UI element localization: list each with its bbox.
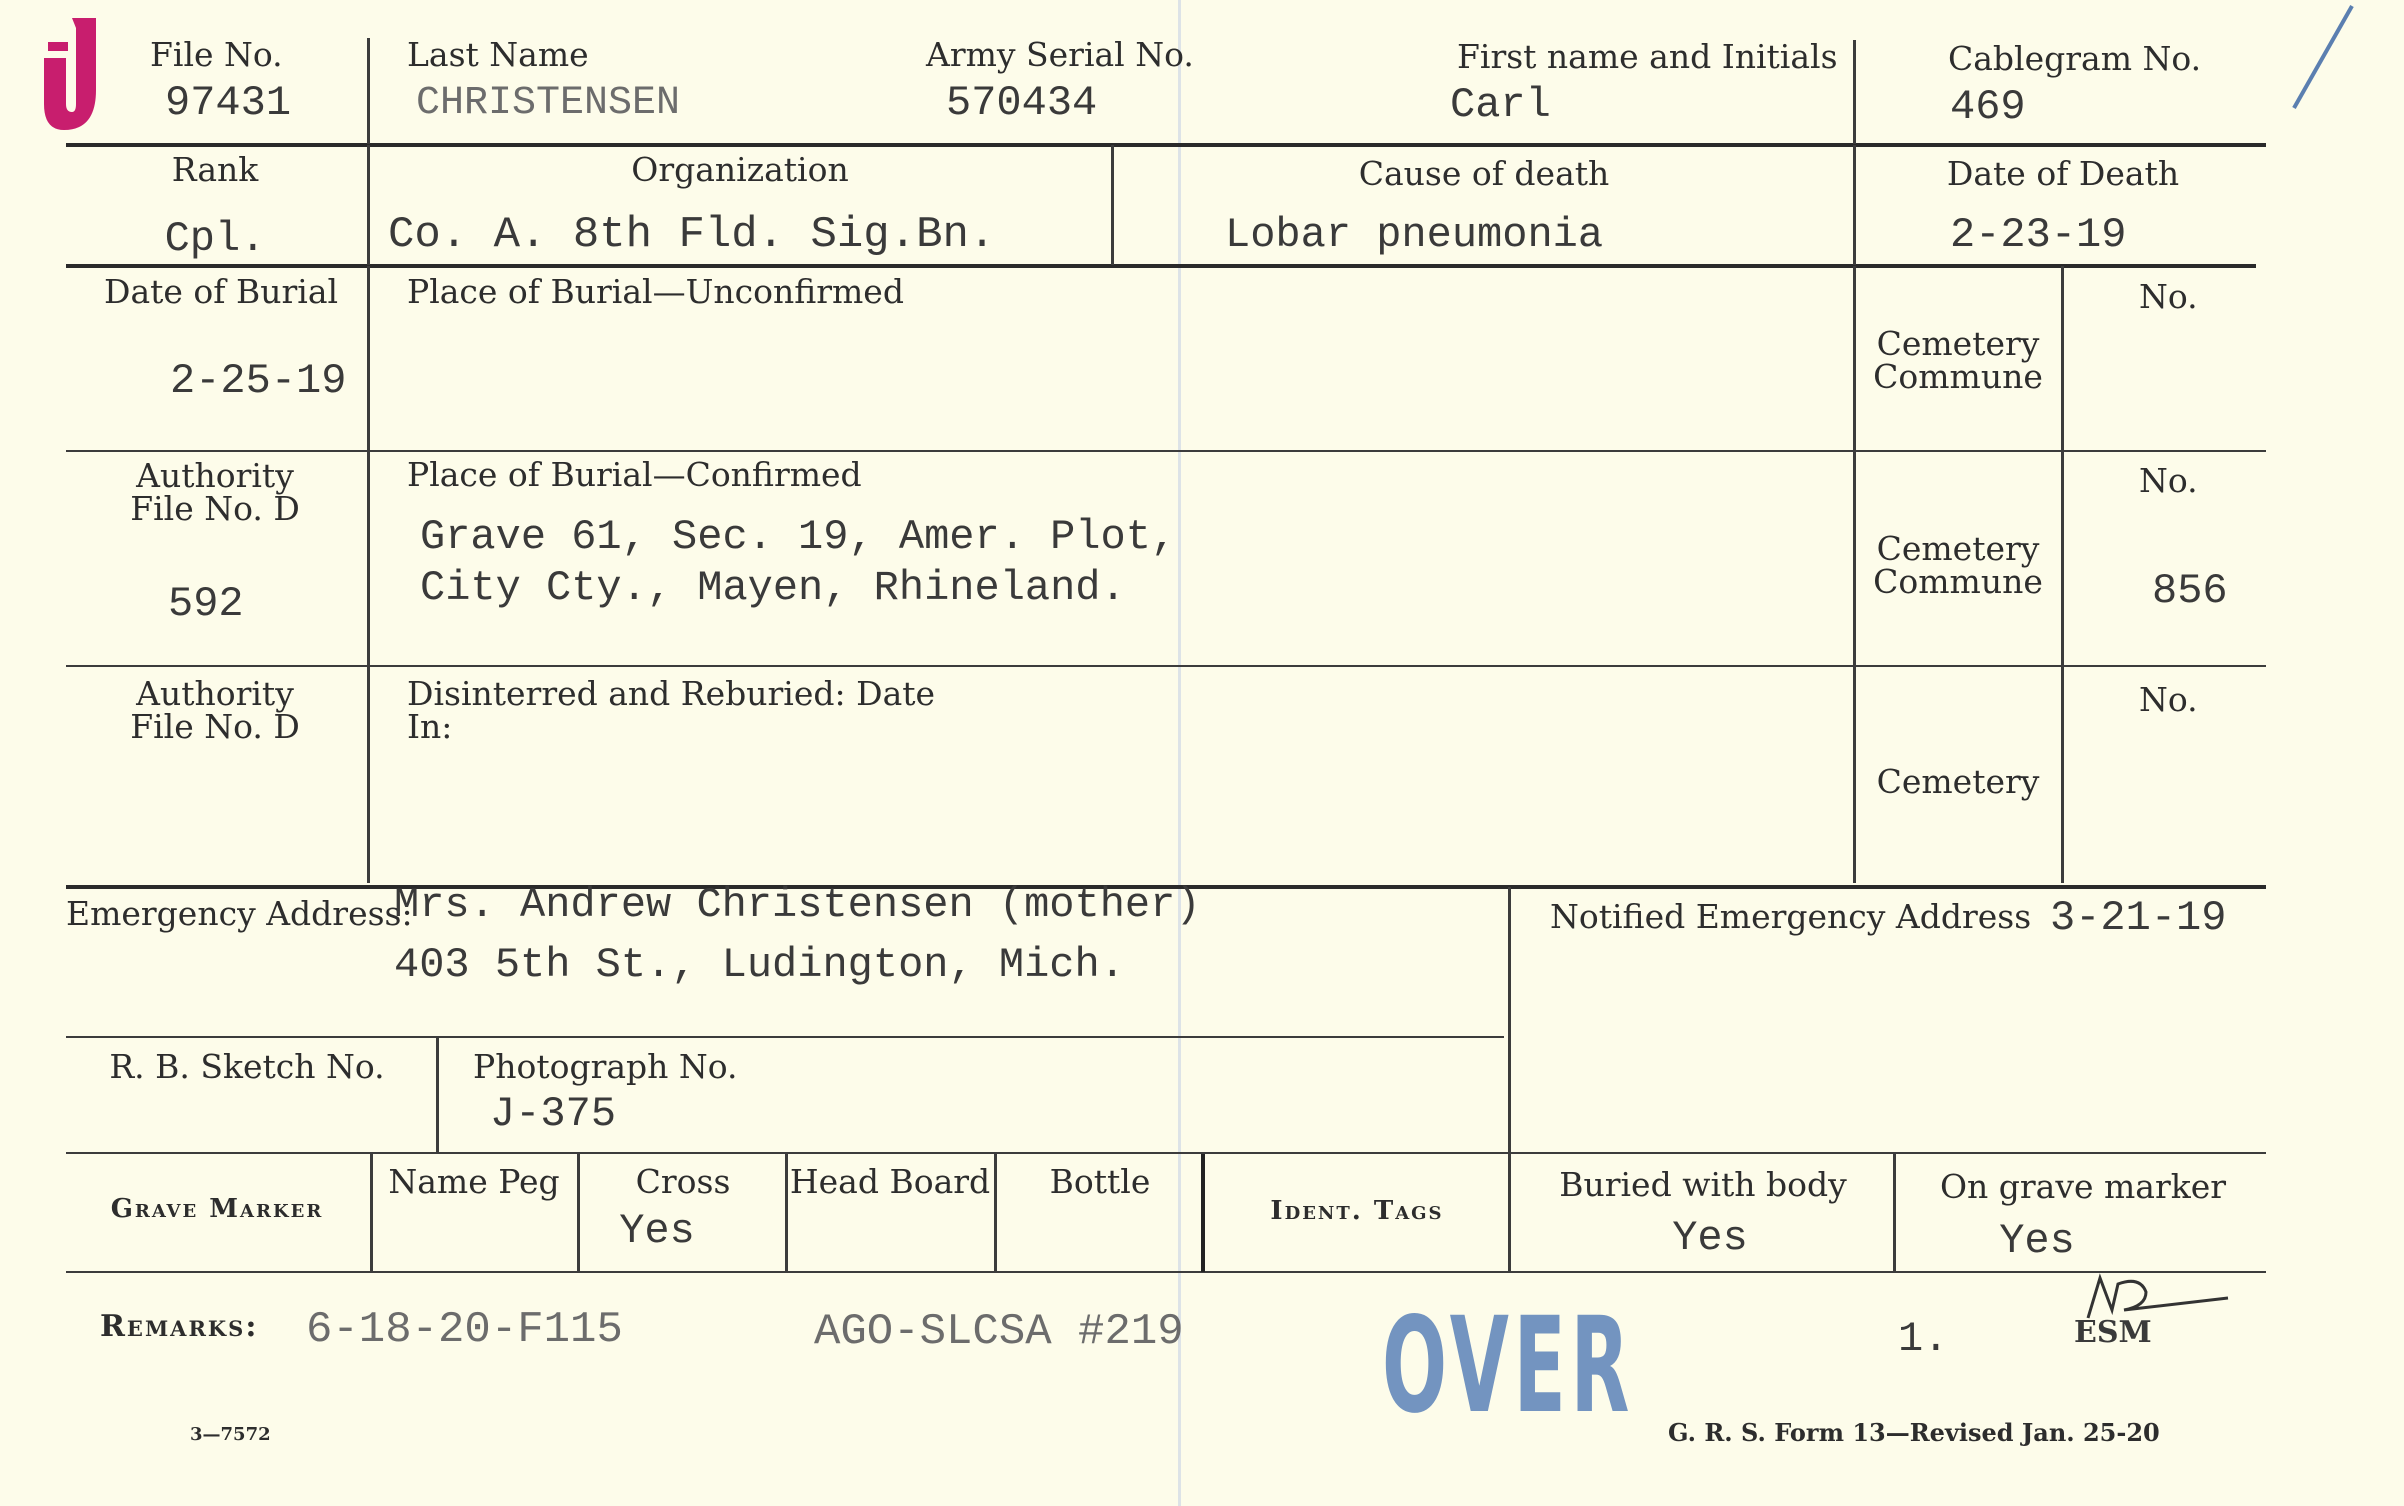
first-name-label: First name and Initials <box>1457 37 1838 76</box>
vline-m1 <box>370 1154 373 1272</box>
last-name-value: CHRISTENSEN <box>416 81 681 126</box>
magenta-tab-mark <box>40 8 104 134</box>
on-grave-marker-value: Yes <box>1999 1217 2075 1265</box>
vline-m4 <box>994 1154 997 1272</box>
authority-label-2 <box>130 674 300 746</box>
vline-r2c <box>1853 145 1856 265</box>
file-no-value: 97431 <box>165 79 292 127</box>
commune-label-1: Commune <box>1873 357 2043 396</box>
date-of-death-label: Date of Death <box>1946 154 2180 193</box>
name-peg-label: Name Peg <box>388 1162 560 1201</box>
notified-value: 3-21-19 <box>2050 894 2227 942</box>
rank-label: Rank <box>171 150 259 189</box>
photo-label: Photograph No. <box>473 1047 738 1086</box>
authority-label-1b: File No. D <box>130 489 300 528</box>
disinterred-label-line1: Disinterred and Reburied: Date <box>407 674 936 713</box>
cross-value: Yes <box>619 1207 695 1255</box>
cemetery-label-2: Cemetery <box>1876 529 2040 568</box>
organization-label: Organization <box>631 150 849 189</box>
no-label-2: No. <box>2139 461 2198 500</box>
date-of-death-value: 2-23-19 <box>1950 211 2127 259</box>
cablegram-label: Cablegram No. <box>1948 39 2202 78</box>
date-of-burial-label: Date of Burial <box>104 272 339 311</box>
serial-value: 570434 <box>946 79 1098 127</box>
emergency-label: Emergency Address: <box>66 894 413 933</box>
vline-no <box>2061 266 2064 883</box>
signature-scrawl <box>2060 1270 2230 1330</box>
emergency-line2: 403 5th St., Ludington, Mich. <box>394 941 1125 989</box>
no-label-1: No. <box>2139 277 2198 316</box>
buried-with-body-label: Buried with body <box>1559 1165 1847 1204</box>
place-confirmed-label: Place of Burial—Confirmed <box>407 455 862 494</box>
authority-label-2b: File No. D <box>130 707 300 746</box>
no-label-3: No. <box>2139 680 2198 719</box>
vline-notified <box>1508 887 1511 1272</box>
rb-sketch-label: R. B. Sketch No. <box>109 1047 385 1086</box>
print-code: 3—7572 <box>190 1424 271 1445</box>
vline-sketch <box>436 1038 439 1152</box>
buried-with-body-value: Yes <box>1672 1214 1748 1262</box>
notified-label: Notified Emergency Address <box>1550 897 2032 936</box>
rule-sketch <box>66 1152 2266 1154</box>
photo-value: J-375 <box>490 1090 617 1138</box>
cause-label: Cause of death <box>1358 154 1610 193</box>
emergency-line1: Mrs. Andrew Christensen (mother) <box>394 881 1201 929</box>
first-name-value: Carl <box>1450 81 1551 129</box>
vline-m2 <box>577 1154 580 1272</box>
initials-stamp: ESM <box>2074 1315 2152 1350</box>
vline-cem <box>1853 266 1856 883</box>
vline-m3 <box>785 1154 788 1272</box>
cross-label: Cross <box>635 1162 731 1201</box>
vline-h1 <box>367 38 370 144</box>
rule-markers <box>66 1271 2266 1273</box>
form-label: G. R. S. Form 13—Revised Jan. 25-20 <box>1668 1418 2160 1447</box>
organization-value: Co. A. 8th Fld. Sig.Bn. <box>388 210 996 260</box>
place-line2: City Cty., Mayen, Rhineland. <box>420 564 1126 612</box>
vline-m6 <box>1893 1154 1896 1272</box>
last-name-label: Last Name <box>407 35 589 74</box>
fold-crease <box>1178 0 1181 1506</box>
place-line1: Grave 61, Sec. 19, Amer. Plot, <box>420 513 1177 561</box>
rule-confirmed <box>66 665 2266 667</box>
commune-label-2: Commune <box>1873 562 2043 601</box>
rule-header <box>66 143 2266 147</box>
rank-value: Cpl. <box>164 215 266 263</box>
authority-label-1a: Authority <box>136 456 294 495</box>
rule-emergency <box>66 1036 1504 1038</box>
remarks-label: Remarks: <box>100 1309 259 1344</box>
rule-unconfirmed <box>66 450 2266 452</box>
vline-r2a <box>367 145 370 265</box>
cemetery-label-3: Cemetery <box>1876 762 2040 801</box>
vline-m5 <box>1201 1154 1205 1272</box>
head-board-label: Head Board <box>789 1162 991 1201</box>
cemetery-commune-1 <box>1873 324 2043 396</box>
disinterred-label-line2: In: <box>407 707 453 746</box>
remarks-value: 6-18-20-F115 <box>306 1305 623 1355</box>
vline-h2 <box>1853 40 1856 144</box>
ident-tags-label: Ident. Tags <box>1270 1196 1444 1226</box>
cablegram-value: 469 <box>1950 83 2026 131</box>
over-stamp: OVER <box>1382 1289 1635 1443</box>
page-number: 1. <box>1898 1315 1949 1363</box>
serial-label: Army Serial No. <box>926 35 1194 74</box>
grave-marker-label: Grave Marker <box>110 1194 324 1224</box>
authority-label-2a: Authority <box>136 674 294 713</box>
cemetery-label-1: Cemetery <box>1876 324 2040 363</box>
no-value-2: 856 <box>2152 567 2228 615</box>
disinterred-label <box>407 674 936 746</box>
cemetery-commune-2 <box>1873 529 2043 601</box>
bottle-label: Bottle <box>1049 1162 1151 1201</box>
rule-row2 <box>66 264 2256 268</box>
vline-r2b <box>1111 145 1114 265</box>
ago-ref: AGO-SLCSA #219 <box>814 1307 1184 1357</box>
on-grave-marker-label: On grave marker <box>1939 1167 2227 1206</box>
place-unconfirmed-label: Place of Burial—Unconfirmed <box>407 272 904 311</box>
vline-left <box>367 266 370 883</box>
cause-value: Lobar pneumonia <box>1225 211 1604 259</box>
authority-value-1: 592 <box>168 580 244 628</box>
pencil-mark <box>2280 0 2360 120</box>
authority-label-1 <box>130 456 300 528</box>
date-of-burial-value: 2-25-19 <box>170 357 347 405</box>
file-no-label: File No. <box>150 35 283 74</box>
